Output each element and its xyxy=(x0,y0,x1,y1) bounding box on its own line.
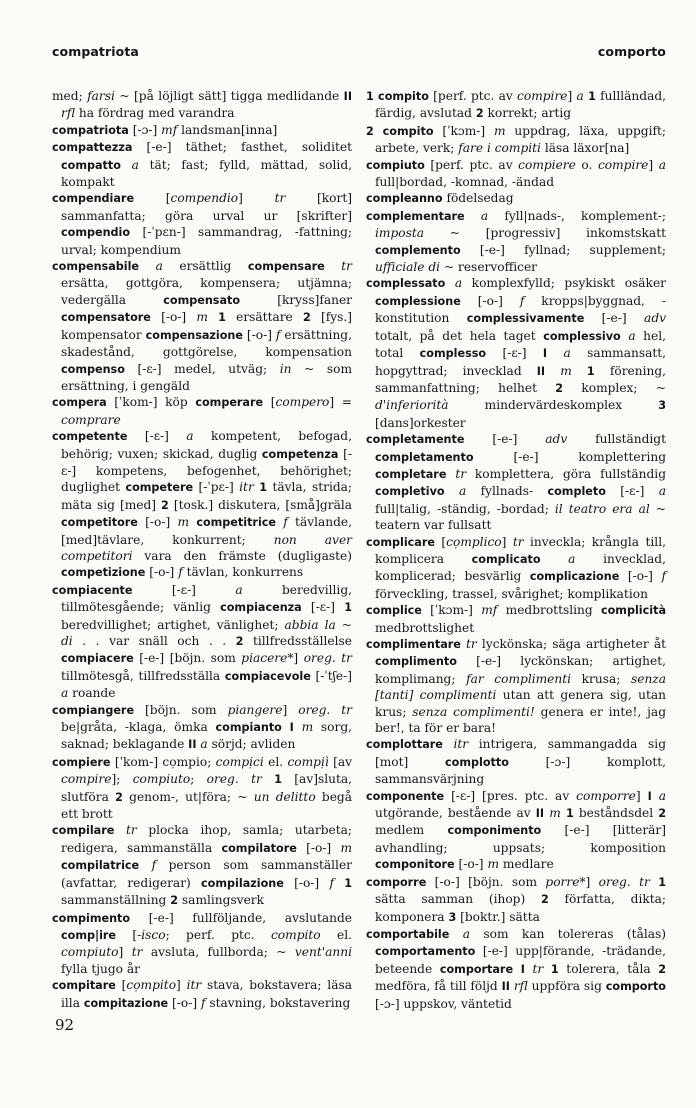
left-column xyxy=(52,88,352,1012)
dictionary-entry: componente [-ɛ-] [pres. ptc. av comporre] I a utgörande, bestående av II m 1 beståndsdel 2 medlem componimento [-e-] [litterär] avhandling; uppsats; komposition componitore [-o-] m medlare xyxy=(366,788,667,872)
running-head-first-word: compatriota xyxy=(52,44,139,59)
dictionary-entry: complottare itr intrigera, sammangadda sig [mot] complotto [-ɔ-] komplott, sammansvärjning xyxy=(366,737,666,787)
dictionary-entry: comporre [-o-] [böjn. som porre*] oreg. tr 1 sätta samman (ihop) 2 författa, dikta; komponera 3 [boktr.] sätta xyxy=(366,874,666,924)
dictionary-entry: complimentare tr lyckönska; säga artigheter åt complimento [-e-] lyckönskan; artighet, komplimang; far complimenti krusa; senza [tanti] complimenti utan att genera sig, utan krus; senza complimenti! genera er inte!, jag ber!, ta för er bara! xyxy=(366,637,666,736)
dictionary-entry: completamente [-e-] adv fullständigt completamento [-e-] komplettering completare tr komplettera, göra fullständig completivo a fyllnads- completo [-ɛ-] a full|talig, -ständig, -bordad; il teatro era al ~ teatern var fullsatt xyxy=(366,432,667,533)
dictionary-entry: compilare tr plocka ihop, samla; utarbeta; redigera, sammanställa compilatore [-o-] m compilatrice f person som sammanställer (avfattar, redigerar) compilazione [-o-] f 1 sammanställning 2 samlingsverk xyxy=(52,823,353,908)
dictionary-entry: med; farsi ~ [på löjligt sätt] tigga medlidande II rfl ha fördrag med varandra xyxy=(52,89,352,121)
running-head-last-word: comporto xyxy=(597,44,666,59)
dictionary-entry: competente [-ɛ-] a kompetent, befogad, behörig; vuxen; skickad, duglig competenza [-ɛ-] kompetens, befogenhet, behörighet; duglighet competere [-ˈpɛ-] itr 1 tävla, strida; mäta sig [med] 2 [tosk.] diskutera, [små]gräla competitore [-o-] m competitrice f tävlande, [med]tävlare, konkurrent; non aver competitori vara den främste (dugligaste) competizione [-o-] f tävlan, konkurrens xyxy=(52,429,353,580)
dictionary-entry: compera [ˈkom-] köp comperare [compero] = comprare xyxy=(52,395,353,427)
right-column xyxy=(366,88,666,1012)
dictionary-entry: complementare a fyll|nads-, komplement-; imposta ~ [progressiv] inkomstskatt complemento [-e-] fyllnad; supplement; ufficiale di ~ reservofficer xyxy=(366,208,666,275)
dictionary-entry: complice [ˈkɔm-] mf medbrottsling complicità medbrottslighet xyxy=(366,603,667,635)
dictionary-entry: compatriota [-ɔ-] mf landsman[inna] xyxy=(52,122,278,137)
dictionary-entry: 1 compito [perf. ptc. av compire] a 1 fullländad, färdig, avslutad 2 korrekt; artig xyxy=(366,89,667,121)
dictionary-entry: complessato a komplexfylld; psykiskt osäker complessione [-o-] f kropps|byggnad, -konstitution complessivamente [-e-] adv totalt, på det hela taget complessivo a hel, total complesso [-ɛ-] I a sammansatt, hopgyttrad; invecklad II m 1 förening, sammanfattning; helhet 2 komplex; ~ d'inferiorità mindervärdeskomplex 3 [dans]orkester xyxy=(366,276,667,430)
dictionary-entry: compitare [cọmpito] itr stava, bokstavera; läsa illa compitazione [-o-] f stavning, bokstavering xyxy=(52,978,352,1010)
dictionary-entry: compiacente [-ɛ-] a beredvillig, tillmötesgående; vänlig compiacenza [-ɛ-] 1 beredvillighet; artighet, vänlighet; abbia la ~ di . . var snäll och . . 2 tillfredsställelse compiacere [-e-] [böjn. som piacere*] oreg. tr tillmötesgå, tillfredsställa compiacevole [-ˈtʃe-] a roande xyxy=(52,582,352,701)
dictionary-entry: compiere [ˈkom-] cọmpio; compịci el. compịì [av compire]; compiuto; oreg. tr 1 [av]sluta, slutföra 2 genom-, ut|föra; ~ un delitto begå ett brott xyxy=(52,754,353,822)
dictionary-entry: compiuto [perf. ptc. av compiere o. compire] a full|bordad, -komnad, -ändad xyxy=(366,157,666,190)
dictionary-entry: complicare [cọmplico] tr inveckla; krångla till, komplicera complicato a invecklad, komplicerad; besvärlig complicazione [-o-] f förveckling, trassel, svårighet; komplikation xyxy=(366,534,666,601)
dictionary-entry: compensabile a ersättlig compensare tr ersätta, gottgöra, kompensera; utjämna; vedergälla compensato [kryss]faner compensatore [-o-] m 1 ersättare 2 [fys.] kompensator compensazione [-o-] f ersättning, skadestånd, gottgörelse, kompensation compenso [-ɛ-] medel, utväg; in ~ som ersättning, i gengäld xyxy=(52,259,353,393)
page-number: 92 xyxy=(55,1016,75,1034)
dictionary-entry: 2 compito [ˈkɔm-] m uppdrag, läxa, uppgift; arbete, verk; fare i compiti läsa läxor[na] xyxy=(366,123,666,156)
dictionary-entry: compattezza [-e-] täthet; fasthet, soliditet compatto a tät; fast; fylld, mättad, solid, kompakt xyxy=(52,140,352,190)
dictionary-entry: comportabile a som kan tolereras (tålas) comportamento [-e-] upp|förande, -trädande, beteende comportare I tr 1 tolerera, tåla 2 medföra, få till följd II rfl uppföra sig comporto [-ɔ-] uppskov, väntetid xyxy=(366,926,667,1011)
dictionary-entry: compimento [-e-] fullföljande, avslutande comp|ire [-isco; perf. ptc. compito el. compiuto] tr avsluta, fullborda; ~ vent'anni fylla tjugo år xyxy=(52,910,352,976)
dictionary-entry: compleanno födelsedag xyxy=(366,191,514,206)
dictionary-entry: compendiare [compendio] tr [kort] sammanfatta; göra urval ur [skrifter] compendio [-ˈpɛn-] sammandrag, -fattning; urval; kompendium xyxy=(52,191,352,257)
dictionary-entry: compiangere [böjn. som piangere] oreg. tr be|gråta, -klaga, ömka compianto I m sorg, saknad; beklagande II a sörjd; avliden xyxy=(52,702,353,752)
